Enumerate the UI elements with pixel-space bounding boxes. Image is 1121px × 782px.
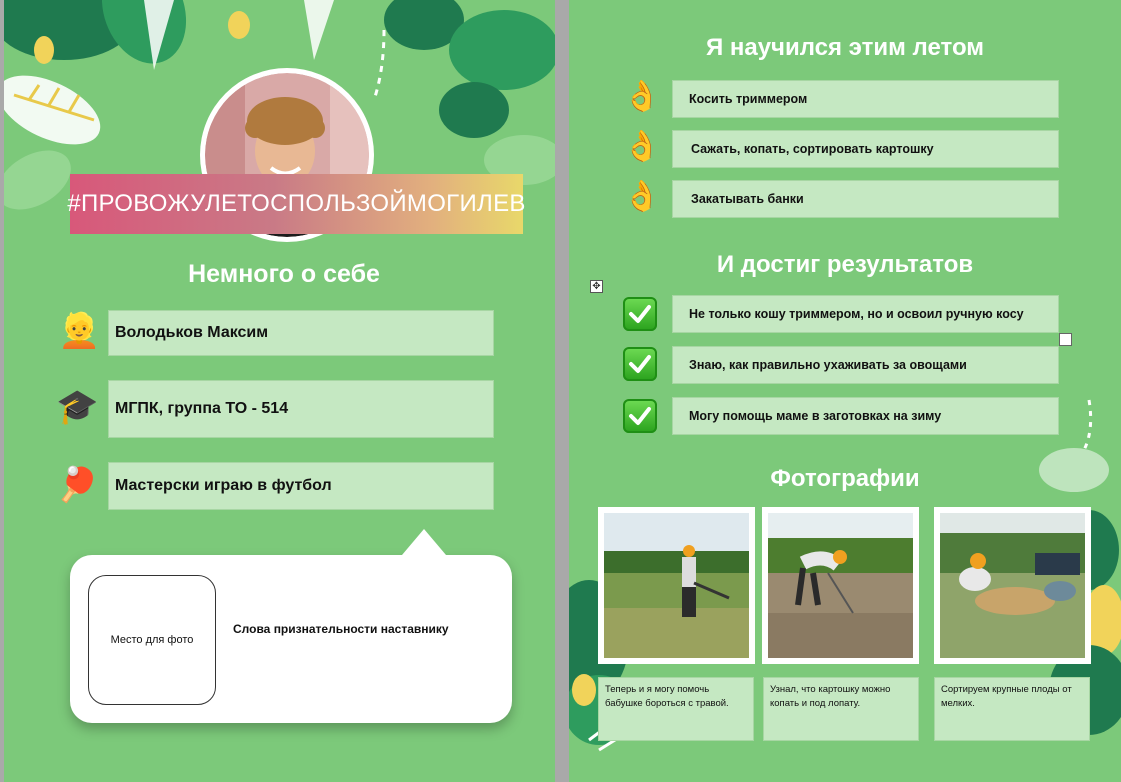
- photo-caption: Теперь и я могу помочь бабушке бороться с травой.: [598, 677, 754, 741]
- hashtag-banner: [67, 174, 526, 234]
- resize-handle[interactable]: [1059, 333, 1072, 346]
- mentor-text: Слова признательности наставнику: [233, 622, 449, 636]
- learned-item: Сажать, копать, сортировать картошку: [672, 130, 1059, 168]
- learned-title: Я научился этим летом: [705, 34, 985, 61]
- learned-item: Закатывать банки: [672, 180, 1059, 218]
- mentor-card: [70, 555, 512, 723]
- result-item: Могу помощь маме в заготовках на зиму: [672, 397, 1059, 435]
- photo-placeholder[interactable]: Место для фото: [88, 575, 216, 705]
- speech-bubble-tail: [402, 529, 446, 555]
- ok-hand-icon: 👌: [623, 180, 661, 213]
- photo-caption: Узнал, что картошку можно копать и под лопату.: [763, 677, 919, 741]
- right-page: [569, 0, 1121, 782]
- photos-title: Фотографии: [770, 465, 920, 492]
- photo-sorting: [934, 507, 1091, 664]
- photo-caption: Сортируем крупные плоды от мелких.: [934, 677, 1090, 741]
- result-item: Не только кошу триммером, но и освоил ручную косу: [672, 295, 1059, 333]
- photo-trimmer: [598, 507, 755, 664]
- photo-digging: [762, 507, 919, 664]
- info-item-name: Володьков Максим: [108, 310, 494, 356]
- ping-pong-icon: 🏓: [56, 466, 99, 504]
- move-handle-icon[interactable]: ✥: [590, 280, 603, 293]
- checkmark-icon: [623, 399, 657, 433]
- checkmark-icon: [623, 297, 657, 331]
- checkmark-icon: [623, 347, 657, 381]
- graduation-cap-icon: 🎓: [56, 388, 99, 426]
- info-item-hobby: Мастерски играю в футбол: [108, 462, 494, 510]
- ok-hand-icon: 👌: [623, 130, 661, 163]
- info-item-school: МГПК, группа ТО - 514: [108, 380, 494, 438]
- learned-item: Косить триммером: [672, 80, 1059, 118]
- hashtag-text: #ПРОВОЖУЛЕТОСПОЛЬЗОЙМОГИЛЕВ: [67, 190, 526, 217]
- about-title: Немного о себе: [188, 260, 380, 288]
- left-page: [4, 0, 555, 782]
- person-emoji-icon: 👱: [58, 312, 101, 350]
- result-item: Знаю, как правильно ухаживать за овощами: [672, 346, 1059, 384]
- ok-hand-icon: 👌: [623, 80, 661, 113]
- results-title: И достиг результатов: [716, 251, 974, 278]
